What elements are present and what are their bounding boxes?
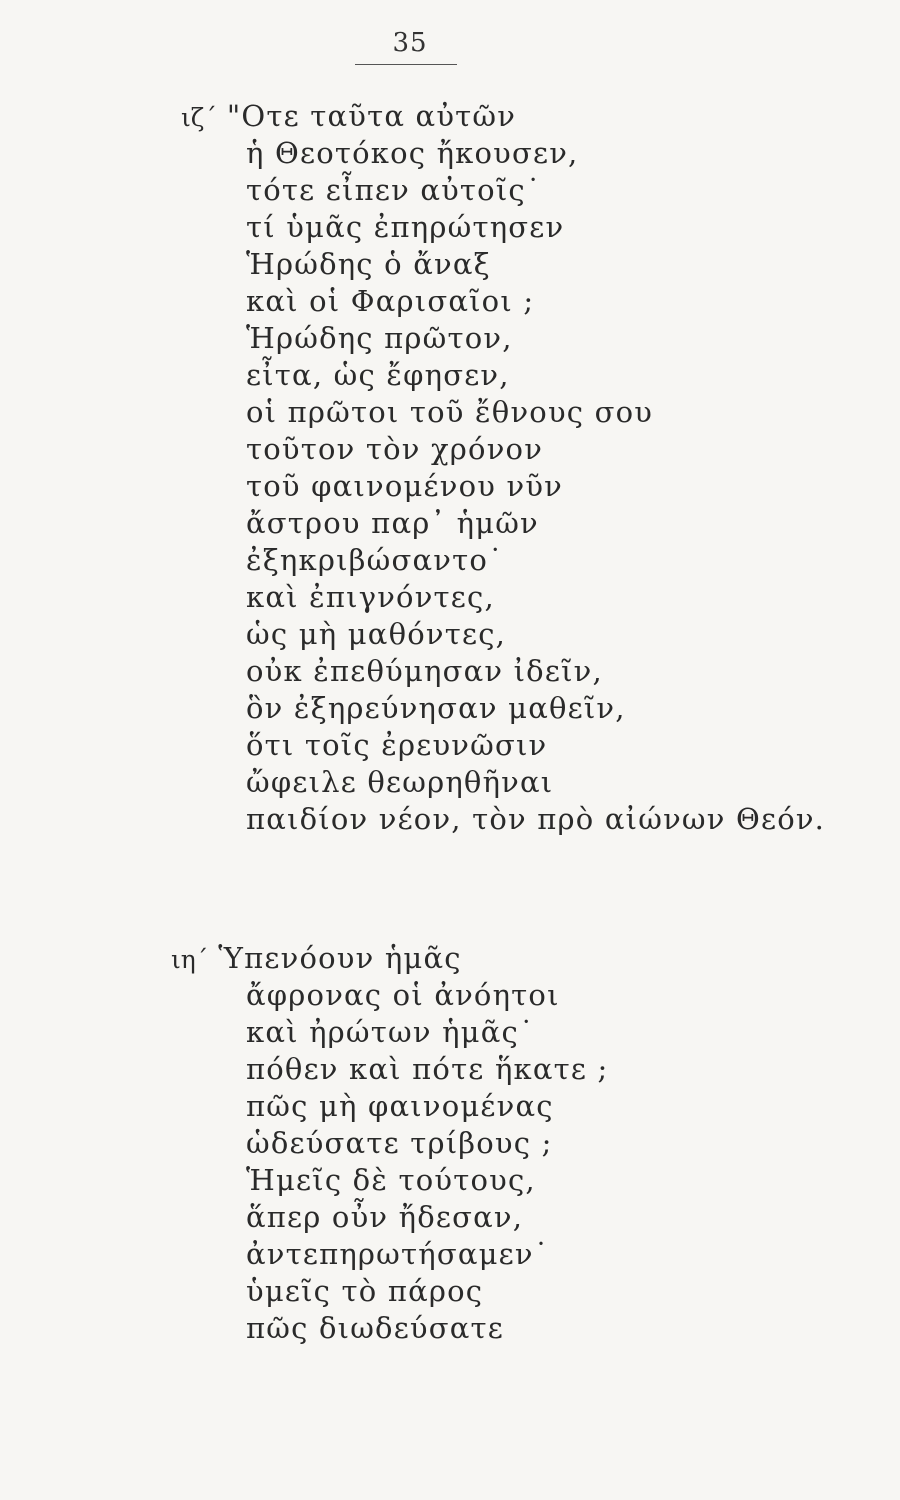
verse-line: ὤφειλε θεωρηθῆναι <box>246 765 554 799</box>
verse-line: ὃν ἐξηρεύνησαν μαθεῖν, <box>246 691 626 725</box>
verse-line: καὶ οἱ Φαρισαῖοι ; <box>246 284 535 318</box>
verse-line: ἡ Θεοτόκος ἤκουσεν, <box>246 136 579 170</box>
verse-line: καὶ ἠρώτων ἡμᾶς˙ <box>246 1015 535 1049</box>
verse-line: ἐξηκριβώσαντο˙ <box>246 543 504 577</box>
stanza-number: ιη΄ <box>171 945 209 974</box>
page-number: 35 <box>392 28 428 58</box>
verse-line: ἀντεπηρωτήσαμεν˙ <box>246 1237 550 1271</box>
verse-line: Ἡρώδης ὁ ἄναξ <box>246 247 491 281</box>
verse-line: τοῦ φαινομένου νῦν <box>246 469 563 503</box>
verse-line: Ἡρώδης πρῶτον, <box>246 321 513 355</box>
verse-line: καὶ ἐπιγνόντες, <box>246 580 495 614</box>
verse-line: ὡς μὴ μαθόντες, <box>246 617 507 651</box>
verse-line: πῶς διωδεύσατε <box>246 1311 505 1345</box>
verse-line: ὅτι τοῖς ἐρευνῶσιν <box>246 728 548 762</box>
verse-line: ἄφρονας οἱ ἀνόητοι <box>246 978 560 1012</box>
verse-text: Ὑπενόουν ἡμᾶς <box>218 941 462 975</box>
verse-line: τί ὑμᾶς ἐπηρώτησεν <box>246 210 565 244</box>
verse-line: οὐκ ἐπεθύμησαν ἰδεῖν, <box>246 654 603 688</box>
verse-line: παιδίον νέον, τὸν πρὸ αἰώνων Θεόν. <box>246 802 826 836</box>
verse-text: "Οτε ταῦτα αὐτῶν <box>226 99 517 133</box>
verse-line <box>171 940 462 978</box>
verse-line: ὑμεῖς τὸ πάρος <box>246 1274 484 1308</box>
verse-line: εἶτα, ὡς ἔφησεν, <box>246 358 510 392</box>
page-number-rule <box>355 64 457 65</box>
verse-line <box>181 98 517 136</box>
verse-line: ὡδεύσατε τρίβους ; <box>246 1126 553 1160</box>
verse-line: ἄστρου παρ᾽ ἡμῶν <box>246 506 539 540</box>
verse-line: τότε εἶπεν αὐτοῖς˙ <box>246 173 542 207</box>
verse-line: Ἡμεῖς δὲ τούτους, <box>246 1163 536 1197</box>
verse-line: πῶς μὴ φαινομένας <box>246 1089 554 1123</box>
verse-line: τοῦτον τὸν χρόνον <box>246 432 544 466</box>
verse-line: οἱ πρῶτοι τοῦ ἔθνους σου <box>246 395 654 429</box>
stanza-number: ιζ΄ <box>181 103 217 132</box>
verse-line: πόθεν καὶ πότε ἥκατε ; <box>246 1052 609 1086</box>
verse-line: ἅπερ οὖν ἤδεσαν, <box>246 1200 524 1234</box>
